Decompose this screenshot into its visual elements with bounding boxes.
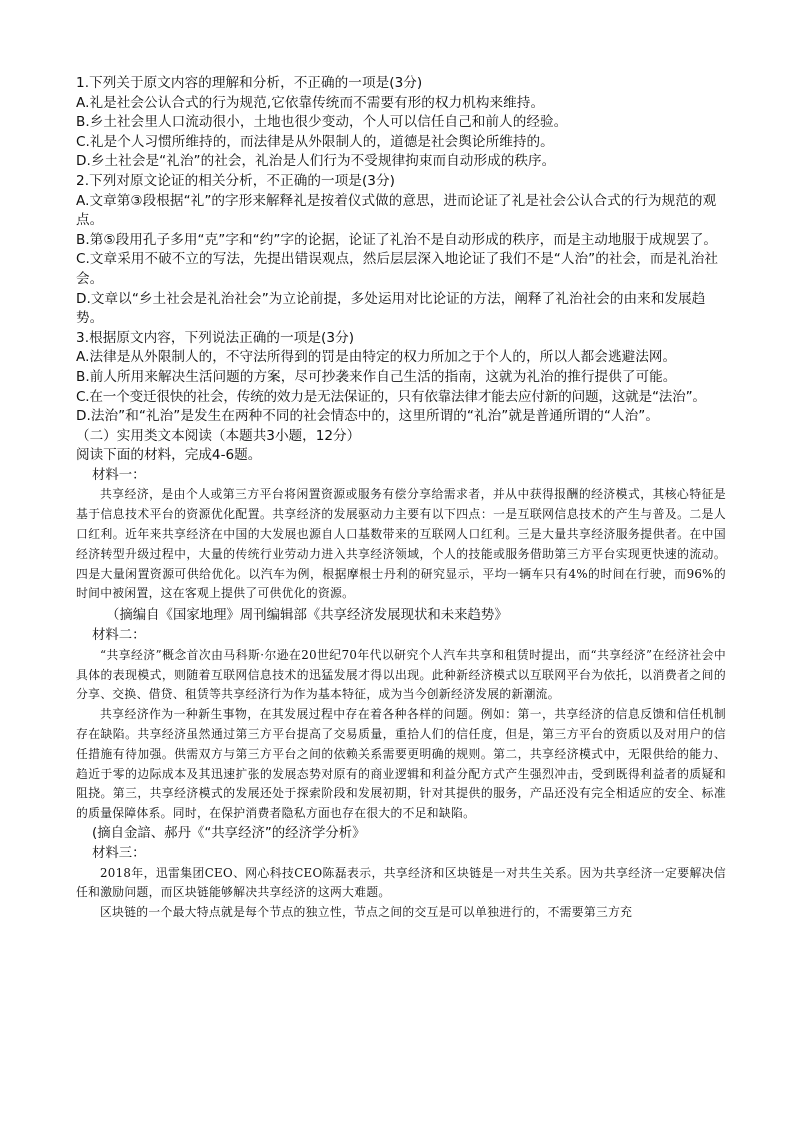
- material2-label: 材料二：: [92, 628, 146, 644]
- q1-option-a: A.礼是社会公认合式的行为规范,它依靠传统而不需要有形的权力机构来维持。: [76, 94, 545, 111]
- q1-option-b: B.乡土社会里人口流动很小，土地也很少变动，个人可以信任自己和前人的经验。: [76, 114, 568, 131]
- material1-label: 材料一：: [92, 467, 146, 483]
- material1-paragraph: 共享经济，是由个人或第三方平台将闲置资源或服务有偿分享给需求者，并从中获得报酬的经济模式，其核心特征是基于信息技术平台的资源优化配置。共享经济的发展驱动力主要有以下四点：一是互联网信息技术的产生与普及。二是人口红利。近年来共享经济在中国的大发展也源自人口基数带来的互联网人口红利。三是大量共享经济服务提供者。在中国经济转型升级过程中，大量的传统行业劳动力进入共享经济领域，个人的技能或服务借助第三方平台实现更快速的流动。四是大量闲置资源可供给优化。以汽车为例，根据摩根士丹利的研究显示，平均一辆车只有4%的时间在行驶，而96%的时间中被闲置，这在客观上提供了可供优化的资源。: [76, 487, 726, 601]
- q1-option-c: C.礼是个人习惯所维持的，而法律是从外限制人的，道德是社会舆论所维持的。: [76, 133, 554, 150]
- q3-option-b: B.前人所用来解决生活问题的方案，尽可抄袭来作自己生活的指南，这就为礼治的推行提供了可能。: [76, 368, 677, 385]
- q2-option-c: C.文章采用不破不立的写法，先提出错误观点，然后层层深入地论证了我们不是“人治”的社会，而是礼治社会。: [76, 251, 719, 287]
- material1-source: （摘编自《国家地理》周刊编辑部《共享经济发展现状和未来趋势》: [106, 608, 508, 624]
- material2-source: (摘自金諳、郝丹《“共享经济”的经济学分析》: [92, 826, 366, 842]
- document-page: [76, 74, 726, 923]
- section-heading: （二）实用类文本阅读（本题共3小题，12分）: [76, 427, 361, 444]
- q1-option-d: D.乡土社会是“礼治”的社会，礼治是人们行为不受规律拘束而自动形成的秩序。: [76, 153, 556, 170]
- q2-stem: 2.下列对原文论证的相关分析，不正确的一项是(3分): [76, 172, 395, 189]
- q3-option-d: D.法治”和“礼治”是发生在两种不同的社会情态中的，这里所谓的“礼治”就是普通所谓的“人治”。: [76, 408, 659, 425]
- q3-option-c: C.在一个变迁很快的社会，传统的效力是无法保证的，只有依靠法律才能去应付新的问题，这就是“法治”。: [76, 388, 706, 405]
- q2-option-b: B.第⑤段用孔子多用“克”字和“约”字的论据，论证了礼治不是自动形成的秩序，而是主动地服于成规罢了。: [76, 231, 718, 248]
- q2-option-d: D.文章以“乡土社会是礼治社会”为立论前提，多处运用对比论证的方法，阐释了礼治社会的由来和发展趋势。: [76, 290, 706, 327]
- q3-option-a: A.法律是从外限制人的，不守法所得到的罚是由特定的权力所加之于个人的，所以人都会逃避法网。: [76, 349, 677, 366]
- material2-paragraph-1: “共享经济”概念首次由马科斯·尔逊在20世纪70年代以研究个人汽车共享和租赁时提出，而“共享经济”在经济社会中具体的表现模式，则随着互联网信息技术的迅猛发展才得以出现。此种新经济模式以互联网平台为依托，以消费者之间的分享、交换、借贷、租赁等共享经济行为作为基本特征，成为当今创新经济发展的新潮流。: [76, 647, 726, 702]
- q3-stem: 3.根据原文内容，下列说法正确的一项是(3分): [76, 329, 355, 346]
- material3-paragraph-2: 区块链的一个最大特点就是每个节点的独立性，节点之间的交互是可以单独进行的，不需要第三方充: [100, 905, 633, 920]
- material3-paragraph-1: 2018年，迅雷集团CEO、网心科技CEO陈磊表示，共享经济和区块链是一对共生关系。因为共享经济一定要解决信任和激励问题，而区块链能够解决共享经济的这两大难题。: [76, 865, 726, 900]
- section-instruction: 阅读下面的材料，完成4-6题。: [76, 447, 262, 464]
- material2-paragraph-2: 共享经济作为一种新生事物，在其发展过程中存在着各种各样的问题。例如：第一，共享经济的信息反馈和信任机制存在缺陷。共享经济虽然通过第三方平台提高了交易质量，重拾人们的信任度，但是，第三方平台的资质以及对用户的信任措施有待加强。供需双方与第三方平台之间的依赖关系需要更明确的规则。第二，共享经济模式中，无限供给的能力、趋近于零的边际成本及其迅速扩张的发展态势对原有的商业逻辑和利益分配方式产生强烈冲击，受到既得利益者的质疑和阻挠。第三，共享经济模式的发展还处于探索阶段和发展初期，针对其提供的服务，产品还没有完全相适应的安全、标准的质量保障体系。同时，在保护消费者隐私方面也存在很大的不足和缺陷。: [76, 707, 726, 821]
- q2-option-a: A.文章第③段根据“礼”的字形来解释礼是按着仪式做的意思，进而论证了礼是社会公认合式的行为规范的观点。: [76, 192, 717, 229]
- q1-stem: 1.下列关于原文内容的理解和分析，不正确的一项是(3分): [76, 75, 423, 91]
- material3-label: 材料三：: [92, 846, 146, 862]
